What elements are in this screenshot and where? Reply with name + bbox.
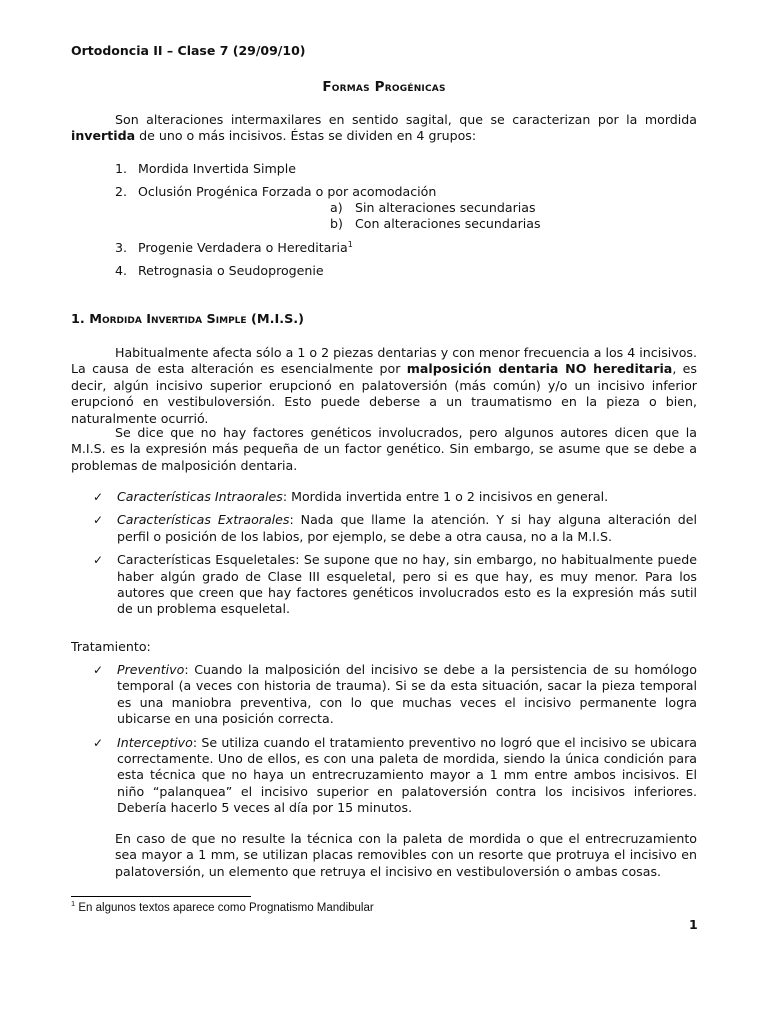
characteristics-list bbox=[93, 489, 697, 625]
page-number: 1 bbox=[689, 917, 698, 932]
group-item-1: 1. Mordida Invertida Simple bbox=[115, 161, 296, 176]
check-item-intraorales: ✓ Características Intraorales: Mordida invertida entre 1 o 2 incisivos en general. bbox=[93, 489, 609, 504]
paragraph-1: Habitualmente afecta sólo a 1 o 2 piezas dentarias y con menor frecuencia a los 4 incisivos. La causa de esta alteración es esencialmente por malposición dentaria NO hereditaria, es decir, algún incisivo superior erupcionó en palatoversión (más común) y/o un incisivo inferior erupcionó en vestibuloversión. Esto puede deberse a un traumatismo en la pieza o bien, naturalmente ocurrió. bbox=[71, 345, 697, 426]
group-item-4: 4. Retrognasia o Seudoprogenie bbox=[115, 263, 324, 278]
group-item-3: 3. Progenie Verdadera o Hereditaria$^1$ bbox=[115, 239, 353, 255]
footnote-divider bbox=[71, 896, 251, 897]
subgroup-item-a: a) Sin alteraciones secundarias bbox=[330, 200, 536, 215]
checkmark-icon: ✓ bbox=[93, 513, 104, 528]
footnote: $^1$ En algunos textos aparece como Prognatismo Mandibular bbox=[71, 899, 374, 914]
intro-paragraph: Son alteraciones intermaxilares en sentido sagital, que se caracterizan por la mordida invertida de uno o más incisivos. Éstas se dividen en 4 grupos: bbox=[71, 112, 697, 144]
group-item-2: 2. Oclusión Progénica Forzada o por acomodación bbox=[115, 184, 437, 199]
section-heading: 1. Mordida Invertida Simple (M.I.S.) bbox=[71, 312, 305, 327]
check-item-esqueletales: ✓ Características Esqueletales: Se supone que no hay, sin embargo, no habitualmente puede haber algún grado de Clase III esqueletal, pero si es que hay, es muy menor. Para los autores que creen que hay factores genéticos involucrados esto es la expresión más sutil de un problema esqueletal. bbox=[93, 552, 697, 617]
checkmark-icon: ✓ bbox=[93, 663, 104, 677]
treatment-list bbox=[93, 662, 697, 824]
check-item-extraorales: ✓ Características Extraorales: Nada que llame la atención. Y si hay alguna alteración del perfil o posición de los labios, por ejemplo, se debe a otra causa, no a la M.I.S. bbox=[93, 512, 697, 544]
subgroup-item-b: b) Con alteraciones secundarias bbox=[330, 216, 541, 231]
document-header: Ortodoncia II – Clase 7 (29/09/10) bbox=[71, 43, 306, 58]
checkmark-icon: ✓ bbox=[93, 735, 104, 750]
check-item-preventivo: ✓ Preventivo: Cuando la malposición del incisivo se debe a la persistencia de su homólogo temporal (a veces con historia de trauma). Si se da esta situación, sacar la pieza temporal es una maniobra preventiva, con lo que muchas veces el incisivo permanente logra ubicarse en una posición correcta. bbox=[93, 662, 697, 727]
paragraph-3: En caso de que no resulte la técnica con la paleta de mordida o que el entrecruzamiento sea mayor a 1 mm, se utilizan placas removibles con un resorte que protruya el incisivo en palatoversión, un elemento que retruya el incisivo en vestibuloversión o ambas cosas. bbox=[115, 831, 697, 879]
paragraph-2: Se dice que no hay factores genéticos involucrados, pero algunos autores dicen que la M.I.S. es la expresión más pequeña de un factor genético. Sin embargo, se asume que se debe a problemas de malposición dentaria. bbox=[71, 425, 697, 473]
checkmark-icon: ✓ bbox=[93, 553, 104, 568]
treatment-heading: Tratamiento: bbox=[71, 639, 151, 654]
page-title: Formas Progénicas bbox=[322, 79, 446, 95]
footnote-ref[interactable]: 1 bbox=[347, 239, 353, 249]
check-item-interceptivo: ✓ Interceptivo: Se utiliza cuando el tratamiento preventivo no logró que el incisivo se ubicara correctamente. Uno de ellos, es con una paleta de mordida, siendo la única condición para esta técnica que no haya un entrecruzamiento mayor a 1 mm entre ambos incisivos. El niño “palanquea” el incisivo superior en palatoversión contra los incisivos inferiores. Debería hacerlo 5 veces al día por 15 minutos. bbox=[93, 734, 697, 816]
checkmark-icon: ✓ bbox=[93, 490, 104, 504]
